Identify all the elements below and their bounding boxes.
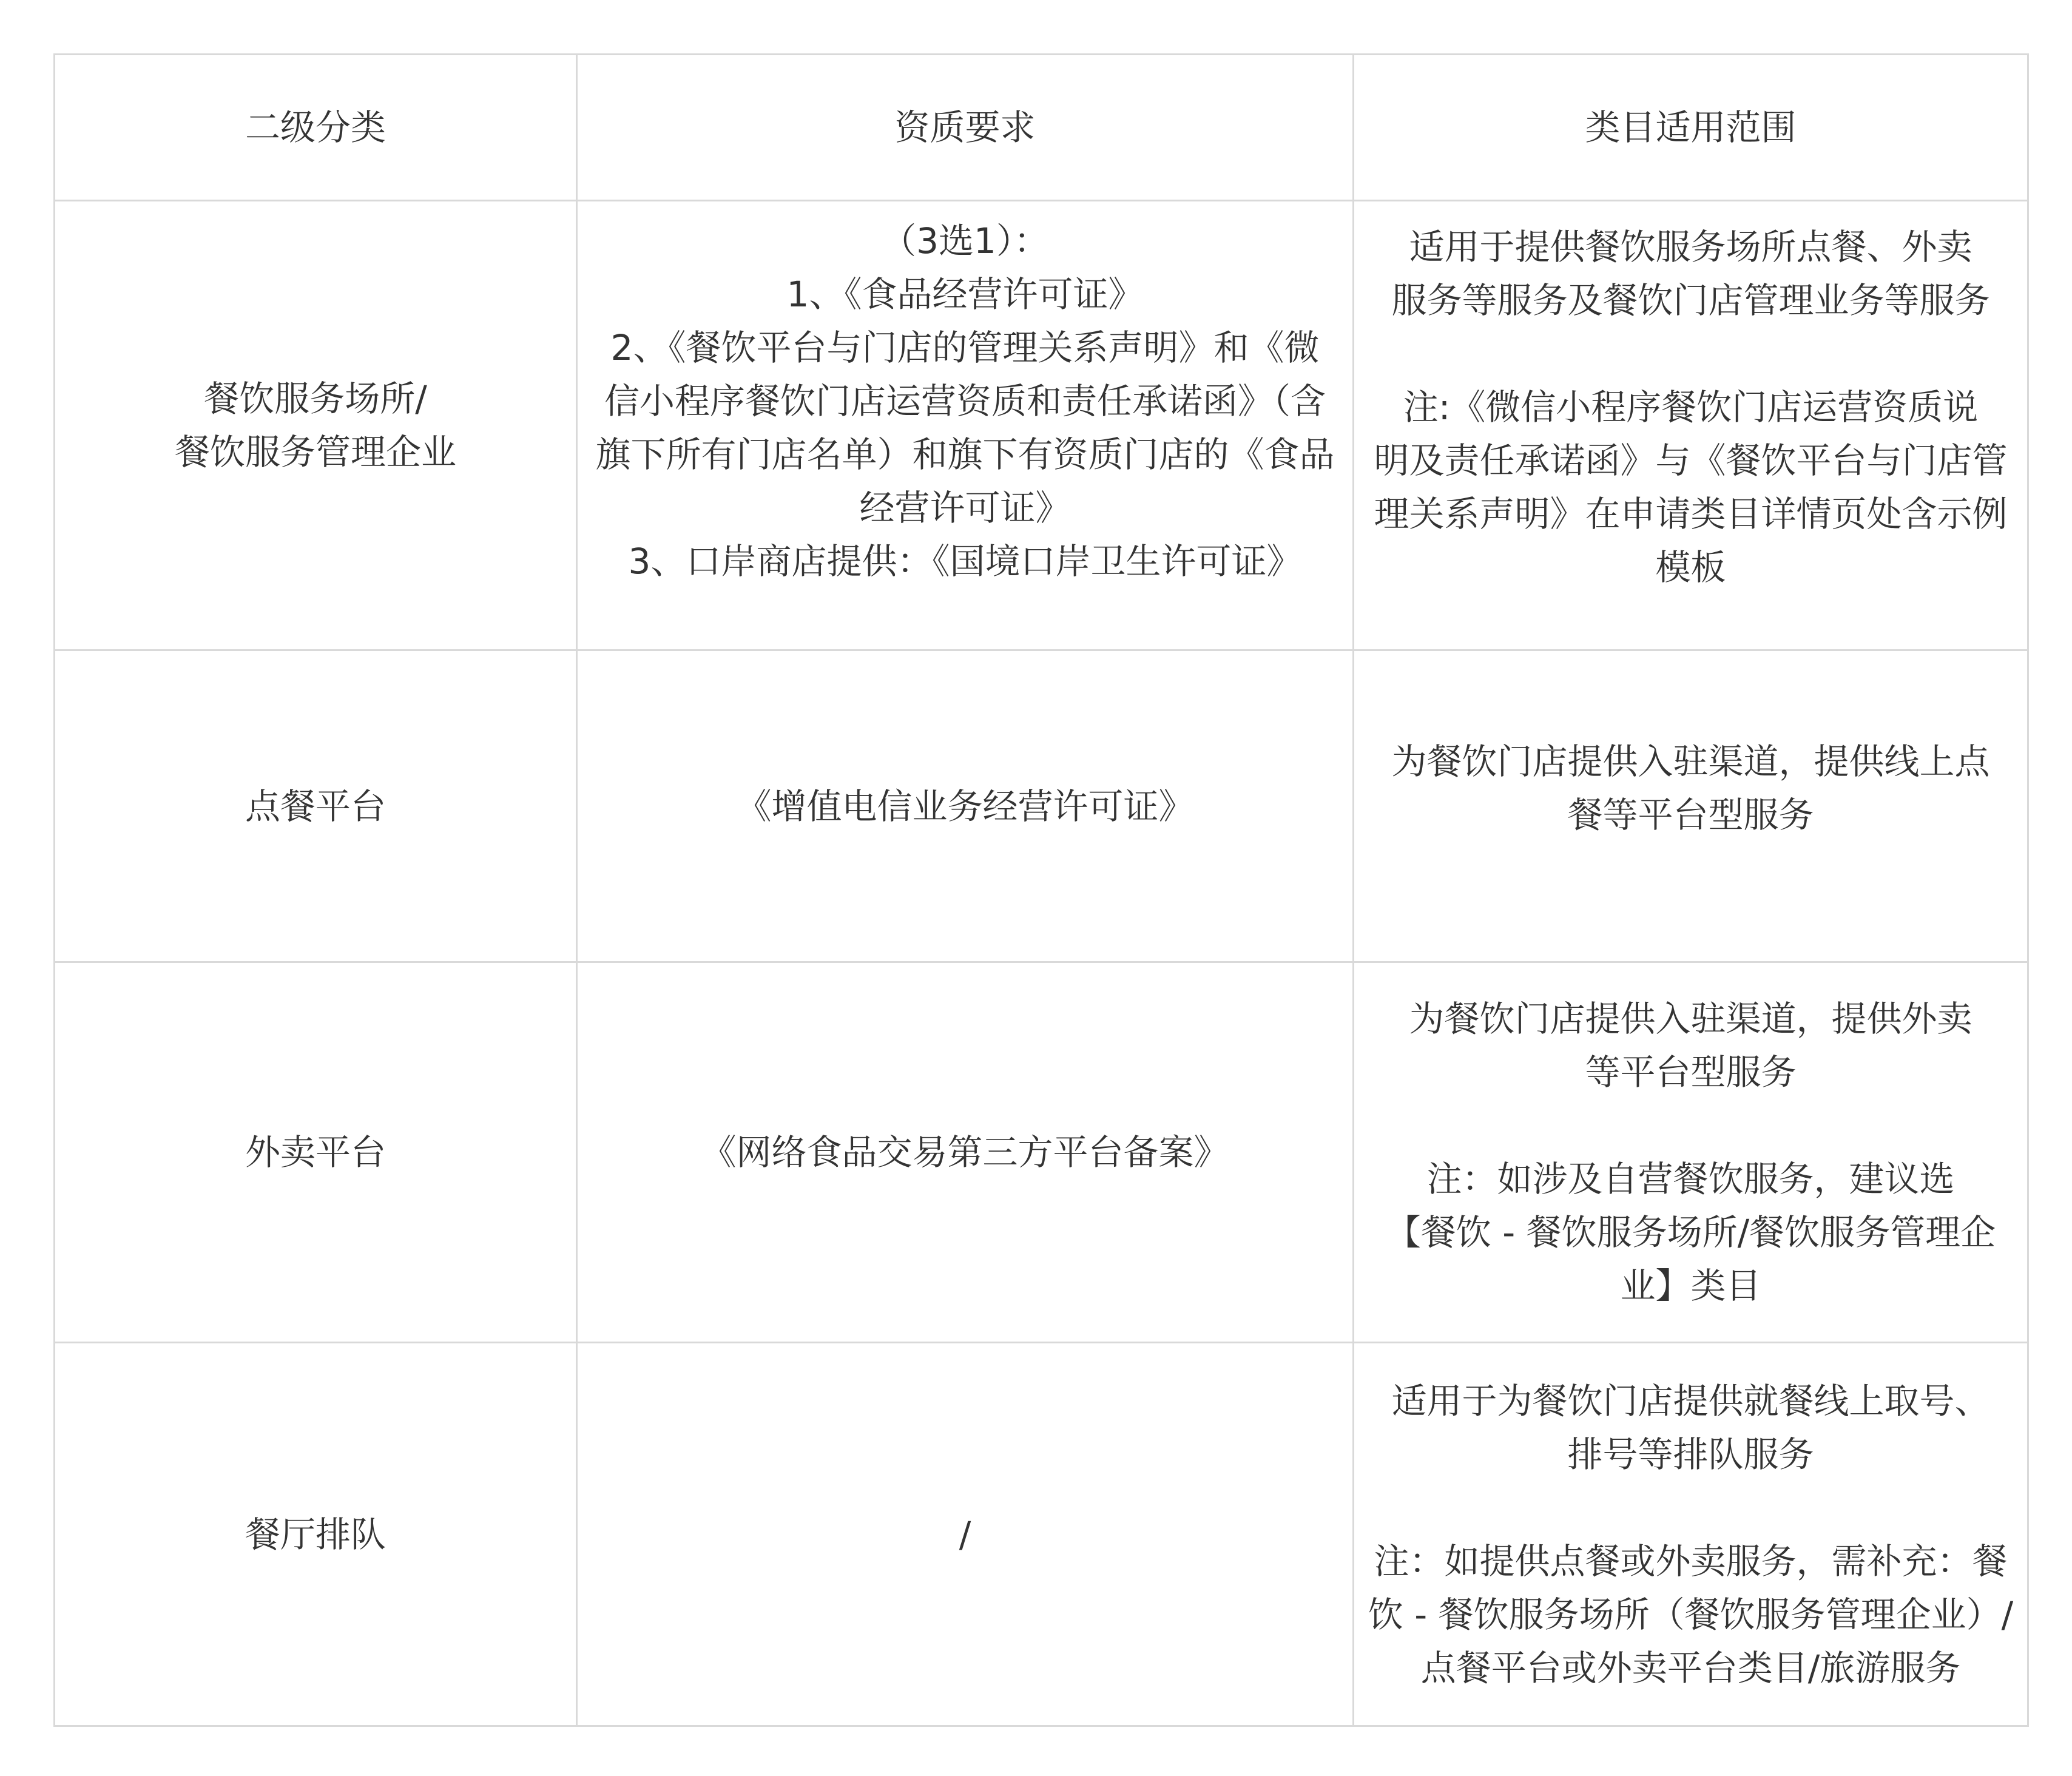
table-header <box>55 55 2028 201</box>
category-cell <box>55 201 577 650</box>
scope-note-text: 模板 <box>1655 547 1726 588</box>
scope-note-text: 饮 - 餐饮服务场所（餐饮服务管理企业）/ <box>1368 1593 2014 1635</box>
scope-cell <box>1354 1343 2028 1726</box>
header-applicable-scope: 类目适用范围 <box>1354 55 2028 201</box>
scope-text: 适用于为餐饮门店提供就餐线上取号、 <box>1391 1380 1990 1422</box>
scope-note-text: 明及责任承诺函》与《餐饮平台与门店管 <box>1374 440 2008 481</box>
requirement-text: 经营许可证》 <box>859 487 1071 528</box>
category-qualification-table <box>53 53 2022 1723</box>
scope-text: 等平台型服务 <box>1585 1052 1797 1093</box>
category-cell <box>55 962 577 1343</box>
category-text: 点餐平台 <box>245 785 386 827</box>
requirement-text: 旗下所有门店名单）和旗下有资质门店的《食品 <box>595 434 1335 475</box>
scope-spacer <box>1362 1481 2020 1535</box>
category-text: 外卖平台 <box>245 1132 386 1173</box>
scope-spacer <box>1362 1099 2020 1152</box>
scope-note-text: 注：如提供点餐或外卖服务，需补充：餐 <box>1374 1540 2008 1582</box>
table-body <box>55 201 2028 1726</box>
header-row <box>55 55 2028 201</box>
requirement-cell <box>577 962 1354 1343</box>
header-qualification-requirement: 资质要求 <box>577 55 1354 201</box>
category-text: 餐厅排队 <box>245 1513 386 1555</box>
scope-text: 餐等平台型服务 <box>1567 794 1814 836</box>
category-cell <box>55 1343 577 1726</box>
scope-text: 为餐饮门店提供入驻渠道，提供外卖 <box>1409 998 1972 1039</box>
scope-text: 为餐饮门店提供入驻渠道，提供线上点 <box>1391 740 1990 782</box>
header-secondary-category: 二级分类 <box>55 55 577 201</box>
requirement-cell <box>577 1343 1354 1726</box>
table-row <box>55 201 2028 650</box>
scope-note-text: 点餐平台或外卖平台类目/旅游服务 <box>1420 1647 1961 1689</box>
requirement-text: 《网络食品交易第三方平台备案》 <box>701 1132 1229 1173</box>
requirement-text: 3、口岸商店提供：《国境口岸卫生许可证》 <box>628 541 1302 582</box>
requirement-text: 1、《食品经营许可证》 <box>786 274 1144 315</box>
requirement-text: 信小程序餐饮门店运营资质和责任承诺函》（含 <box>604 380 1326 422</box>
requirement-cell <box>577 650 1354 962</box>
scope-note-text: 注:《微信小程序餐饮门店运营资质说 <box>1403 387 1979 428</box>
requirement-text: 《增值电信业务经营许可证》 <box>736 785 1194 827</box>
scope-note-text: 理关系声明》在申请类目详情页处含示例 <box>1374 493 2008 535</box>
scope-note-text: 注：如涉及自营餐饮服务，建议选 <box>1426 1158 1955 1200</box>
category-text: 餐饮服务场所/ <box>204 378 427 419</box>
table-row <box>55 962 2028 1343</box>
scope-note-text: 【餐饮 - 餐饮服务场所/餐饮服务管理企 <box>1385 1212 1996 1253</box>
table-row <box>55 650 2028 962</box>
scope-text: 适用于提供餐饮服务场所点餐、外卖 <box>1409 226 1972 268</box>
requirement-cell <box>577 201 1354 650</box>
scope-text: 服务等服务及餐饮门店管理业务等服务 <box>1391 280 1990 321</box>
scope-cell <box>1354 962 2028 1343</box>
qualification-table <box>53 53 2029 1727</box>
table-row <box>55 1343 2028 1726</box>
requirement-text: / <box>959 1513 971 1555</box>
scope-text: 排号等排队服务 <box>1567 1433 1814 1475</box>
scope-cell <box>1354 650 2028 962</box>
scope-spacer <box>1362 327 2020 380</box>
scope-note-text: 业】类目 <box>1620 1265 1761 1306</box>
scope-cell <box>1354 201 2028 650</box>
category-cell <box>55 650 577 962</box>
requirement-text: （3选1）： <box>881 220 1049 262</box>
requirement-text: 2、《餐饮平台与门店的管理关系声明》和《微 <box>610 327 1320 368</box>
category-text: 餐饮服务管理企业 <box>174 431 456 473</box>
